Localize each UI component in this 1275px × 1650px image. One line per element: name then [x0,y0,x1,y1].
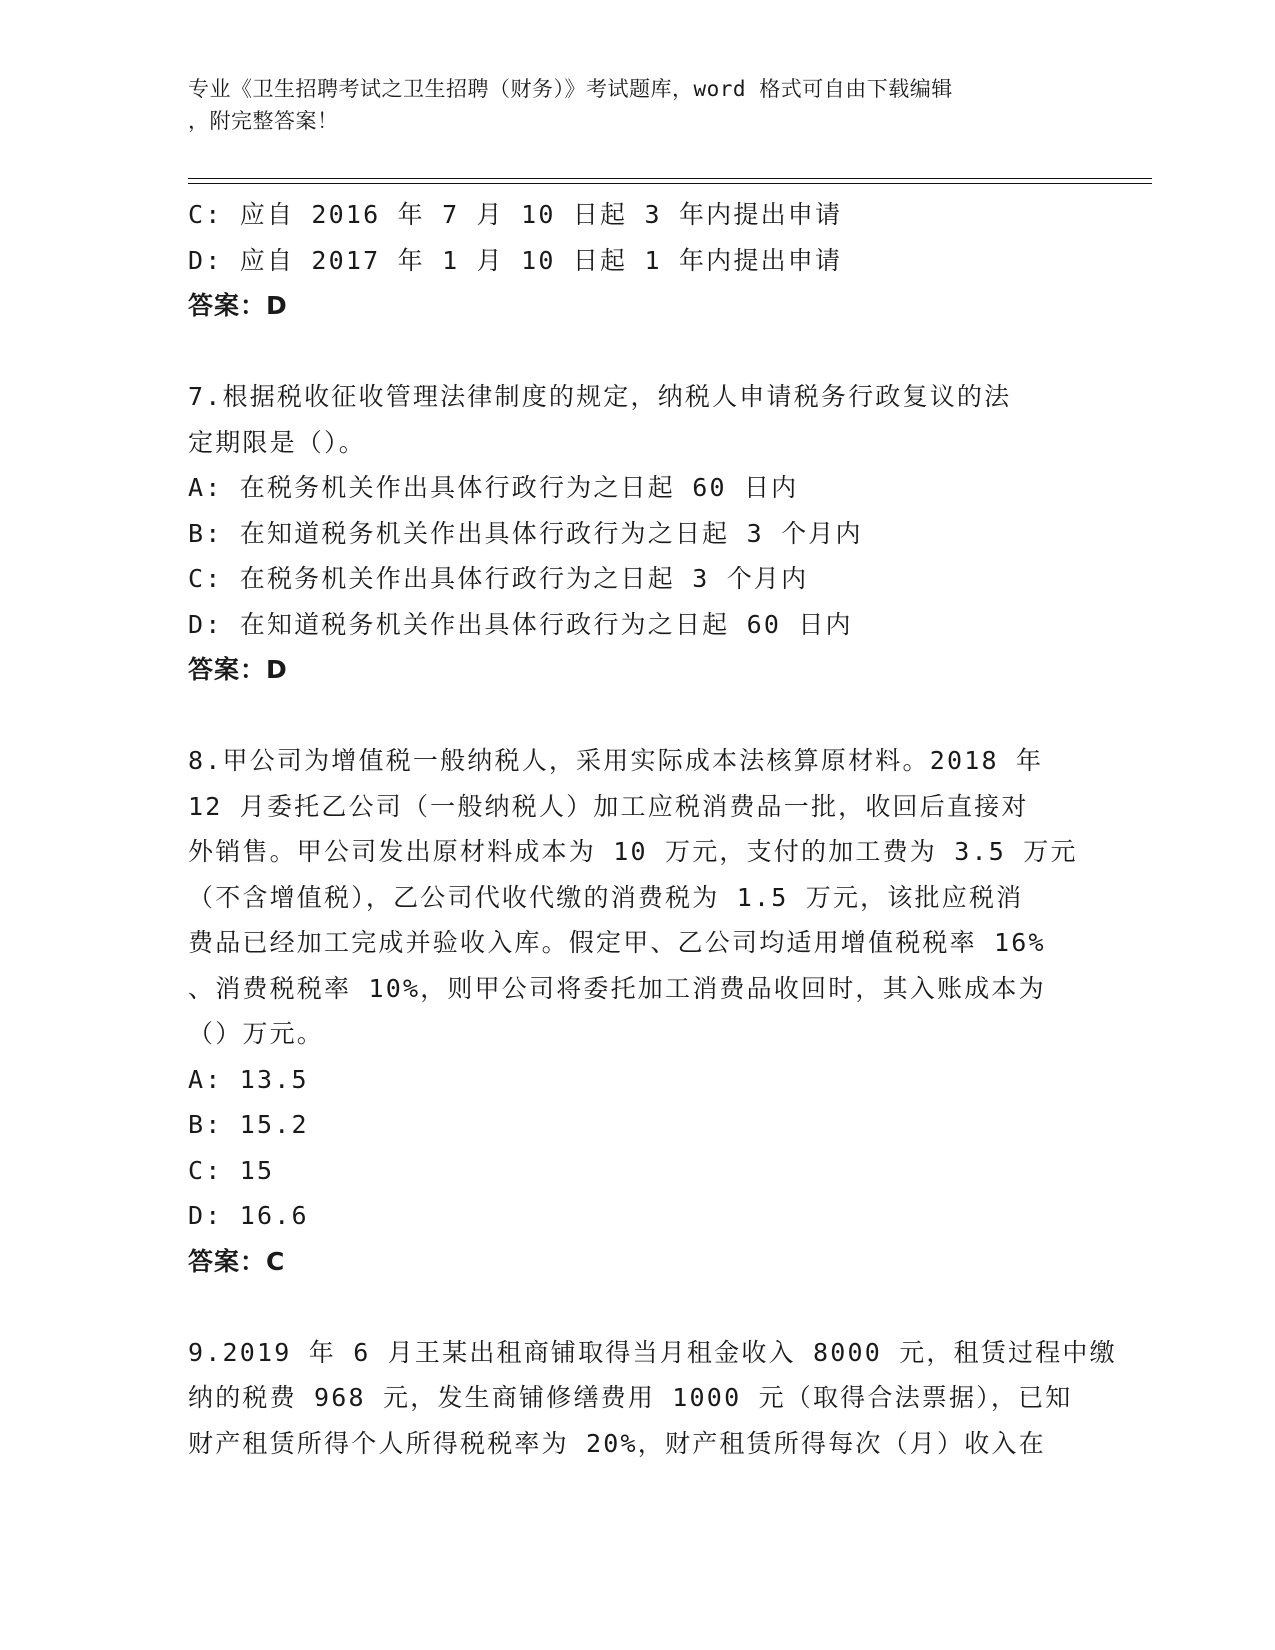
answer-line: 答案：D [188,291,288,320]
option-b: B: 15.2 [188,1110,309,1139]
question-8-text: 、消费税税率 10%，则甲公司将委托加工消费品收回时，其入账成本为 [188,973,1046,1003]
option-a: A: 在税务机关作出具体行政行为之日起 60 日内 [188,473,799,502]
blank-line [188,1284,1088,1330]
question-7-text: 定期限是（）。 [188,427,366,457]
header-line: ，附完整答案！ [188,109,339,133]
option-a: A: 13.5 [188,1064,309,1094]
option-d: D: 16.6 [188,1201,309,1230]
header-rule-top [188,178,1152,179]
question-7-text: 7.根据税收征收管理法律制度的规定，纳税人申请税务行政复议的法 [188,382,1012,411]
page-header [188,73,1068,137]
option-c: C: 15 [188,1155,275,1185]
answer-line: 答案：D [188,655,288,684]
question-8-text: （不含增值税），乙公司代收代缴的消费税为 1.5 万元，该批应税消 [188,882,1024,912]
question-9-text: 纳的税费 968 元，发生商铺修缮费用 1000 元（取得合法票据），已知 [188,1383,1073,1412]
option-b: B: 在知道税务机关作出具体行政行为之日起 3 个月内 [188,518,863,548]
document-body [188,192,1117,1466]
option-c: C: 在税务机关作出具体行政行为之日起 3 个月内 [188,564,809,593]
question-8-text: 外销售。甲公司发出原材料成本为 10 万元，支付的加工费为 3.5 万元 [188,837,1078,866]
option-d: D: 应自 2017 年 1 月 10 日起 1 年内提出申请 [188,245,843,275]
answer-line: 答案：C [188,1246,286,1276]
question-9-text: 财产租赁所得个人所得税税率为 20%，财产租赁所得每次（月）收入在 [188,1428,1046,1458]
header-line: 专业《卫生招聘考试之卫生招聘（财务）》考试题库，word 格式可自由下载编辑 [188,77,953,101]
header-rule-bottom [188,183,1152,184]
blank-line [188,693,1088,739]
question-9-text: 9.2019 年 6 月王某出租商铺取得当月租金收入 8000 元，租赁过程中缴 [188,1337,1117,1367]
question-8-text: （）万元。 [188,1019,325,1048]
option-c: C: 应自 2016 年 7 月 10 日起 3 年内提出申请 [188,200,843,229]
question-8-text: 8.甲公司为增值税一般纳税人，采用实际成本法核算原材料。2018 年 [188,746,1044,775]
option-d: D: 在知道税务机关作出具体行政行为之日起 60 日内 [188,609,853,639]
question-8-text: 12 月委托乙公司（一般纳税人）加工应税消费品一批，收回后直接对 [188,791,1029,821]
question-8-text: 费品已经加工完成并验收入库。假定甲、乙公司均适用增值税税率 16% [188,928,1046,957]
blank-line [188,329,1088,375]
